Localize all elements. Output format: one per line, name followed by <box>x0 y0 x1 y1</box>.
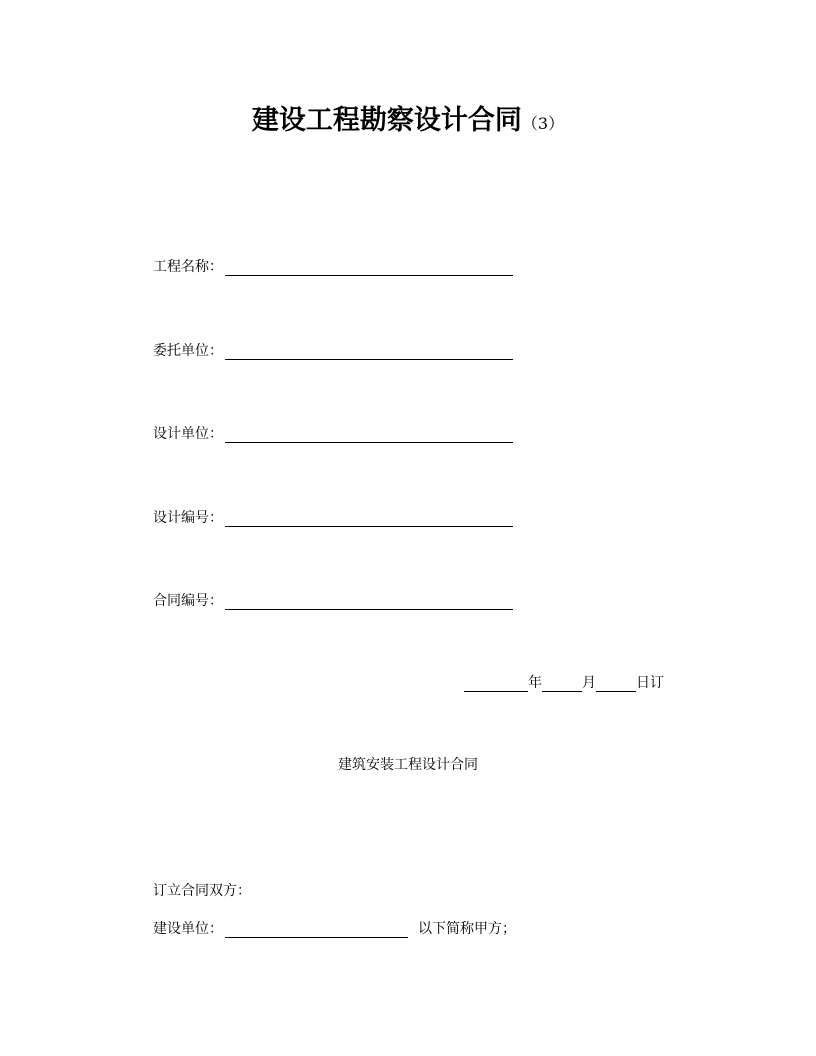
party-a-blank[interactable] <box>225 921 408 938</box>
title-suffix: （3） <box>521 114 565 133</box>
day-blank[interactable] <box>596 675 636 692</box>
client-unit-blank[interactable] <box>225 343 513 360</box>
parties-heading: 订立合同双方： <box>153 883 251 899</box>
field-design-unit <box>153 423 513 443</box>
design-number-blank[interactable] <box>225 510 513 527</box>
field-label: 合同编号： <box>153 593 223 609</box>
field-label: 建设单位： <box>153 921 223 937</box>
contract-number-blank[interactable] <box>225 593 513 610</box>
signing-date <box>464 672 664 692</box>
field-label: 设计编号： <box>153 510 223 526</box>
field-label: 工程名称： <box>153 259 223 275</box>
document-title <box>0 98 816 137</box>
year-blank[interactable] <box>464 675 528 692</box>
party-a-suffix: 以下简称甲方； <box>418 921 516 937</box>
field-project-name <box>153 256 513 276</box>
field-design-number <box>153 507 513 527</box>
field-client-unit <box>153 340 513 360</box>
field-contract-number <box>153 590 513 610</box>
year-label: 年 <box>528 675 542 691</box>
day-label: 日订 <box>636 675 664 691</box>
title-text: 建设工程勘察设计合同 <box>251 105 522 136</box>
project-name-blank[interactable] <box>225 259 513 276</box>
month-label: 月 <box>582 675 596 691</box>
month-blank[interactable] <box>542 675 582 692</box>
design-unit-blank[interactable] <box>225 426 513 443</box>
field-party-a <box>153 918 516 938</box>
field-label: 设计单位： <box>153 426 223 442</box>
document-subtitle: 建筑安装工程设计合同 <box>338 757 478 773</box>
field-label: 委托单位： <box>153 343 223 359</box>
